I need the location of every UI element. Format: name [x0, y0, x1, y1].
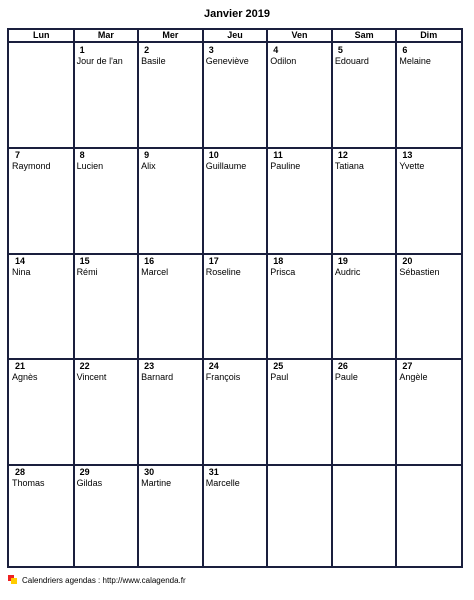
- day-cell: [396, 148, 461, 253]
- day-number: 19: [337, 255, 348, 266]
- day-number: 13: [402, 150, 413, 161]
- day-cell: [138, 359, 203, 464]
- day-cell: [138, 254, 203, 359]
- day-number: 15: [79, 255, 90, 266]
- day-cell: [9, 254, 74, 359]
- saint-name: Raymond: [12, 161, 51, 172]
- day-number: 25: [273, 361, 284, 372]
- weekday-header-mar: Mar: [97, 30, 114, 40]
- day-number: 28: [15, 466, 26, 477]
- weekday-header-jeu: Jeu: [227, 30, 243, 40]
- day-cell: [396, 43, 461, 148]
- day-number: 5: [337, 45, 343, 55]
- day-cell: [74, 254, 139, 359]
- saint-name: Edouard: [334, 56, 369, 66]
- day-number: 8: [79, 150, 85, 161]
- weekday-header-sam: Sam: [354, 30, 374, 40]
- saint-name: Sébastien: [399, 266, 440, 277]
- saint-name: Audric: [334, 266, 361, 277]
- saint-name: Jour de l'an: [76, 56, 123, 66]
- saint-name: Paule: [334, 372, 358, 383]
- day-number: 23: [144, 361, 155, 372]
- saint-name: Basile: [141, 56, 166, 66]
- day-cell: [203, 43, 268, 148]
- day-cell: [9, 148, 74, 253]
- saint-name: Prisca: [270, 266, 296, 277]
- saint-name: Pauline: [270, 161, 301, 172]
- day-cell: [9, 359, 74, 464]
- saint-name: Gildas: [76, 477, 103, 488]
- saint-name: Geneviève: [205, 56, 249, 66]
- weekday-header-ven: Ven: [291, 30, 308, 40]
- day-cell: [203, 359, 268, 464]
- day-cell: [203, 254, 268, 359]
- day-number: 11: [273, 150, 283, 161]
- day-number: 20: [402, 255, 413, 266]
- saint-name: Rémi: [76, 266, 98, 277]
- day-cell: [74, 148, 139, 253]
- saint-name: Barnard: [141, 372, 174, 383]
- saint-name: Yvette: [399, 161, 425, 172]
- day-cell: [203, 465, 268, 570]
- calendar-title: Janvier 2019: [203, 8, 271, 20]
- day-number: 21: [15, 361, 26, 372]
- day-number: 9: [144, 150, 150, 161]
- day-number: 27: [402, 361, 413, 372]
- day-cell: [332, 148, 397, 253]
- day-cell: [203, 148, 268, 253]
- saint-name: Nina: [12, 266, 31, 277]
- day-number: 22: [79, 361, 90, 372]
- footer-text: Calendriers agendas : http://www.calagenda.fr: [22, 575, 186, 585]
- day-number: 10: [208, 150, 219, 161]
- day-cell: [267, 254, 332, 359]
- day-number: 2: [144, 45, 150, 55]
- saint-name: Marcel: [141, 266, 169, 277]
- day-cell: [396, 254, 461, 359]
- saint-name: Guillaume: [205, 161, 247, 172]
- day-cell: [138, 148, 203, 253]
- saint-name: Martine: [141, 477, 172, 488]
- day-cell: [267, 359, 332, 464]
- weekday-header-dim: Dim: [420, 30, 438, 40]
- weekday-header-row: [9, 30, 461, 43]
- saint-name: Marcelle: [205, 477, 240, 488]
- day-number: 29: [79, 466, 90, 477]
- day-number: 4: [273, 45, 279, 55]
- day-number: 16: [144, 255, 155, 266]
- saint-name: Odilon: [270, 56, 297, 66]
- day-cell: [332, 43, 397, 148]
- day-number: 26: [337, 361, 348, 372]
- saint-name: Paul: [270, 372, 289, 383]
- day-cell: [74, 43, 139, 148]
- empty-day-cell: [332, 465, 397, 570]
- footer: [8, 575, 186, 585]
- day-number: 14: [15, 255, 26, 266]
- saint-name: Agnès: [12, 372, 38, 383]
- day-cell: [74, 359, 139, 464]
- day-cell: [9, 465, 74, 570]
- day-number: 1: [79, 45, 85, 55]
- saint-name: Lucien: [76, 161, 104, 172]
- saint-name: Vincent: [76, 372, 107, 383]
- day-number: 30: [144, 466, 155, 477]
- weekday-header-lun: Lun: [33, 30, 50, 40]
- day-number: 3: [208, 45, 214, 55]
- day-number: 17: [208, 255, 219, 266]
- day-number: 7: [15, 150, 21, 161]
- empty-day-cell: [396, 465, 461, 570]
- saint-name: Thomas: [12, 477, 45, 488]
- calendar-grid: [7, 28, 463, 568]
- day-number: 12: [337, 150, 348, 161]
- saint-name: Roseline: [205, 266, 241, 277]
- day-cell: [138, 43, 203, 148]
- saint-name: Alix: [141, 161, 156, 172]
- day-number: 24: [208, 361, 219, 372]
- day-number: 18: [273, 255, 284, 266]
- calagenda-logo-icon: [8, 575, 18, 585]
- day-number: 31: [208, 466, 219, 477]
- day-cell: [74, 465, 139, 570]
- weekday-header-mer: Mer: [162, 30, 179, 40]
- empty-day-cell: [267, 465, 332, 570]
- day-cell: [267, 148, 332, 253]
- empty-day-cell: [9, 43, 74, 148]
- saint-name: Angèle: [399, 372, 428, 383]
- saint-name: Tatiana: [334, 161, 364, 172]
- day-cell: [332, 359, 397, 464]
- day-cell: [396, 359, 461, 464]
- day-cell: [138, 465, 203, 570]
- day-cell: [332, 254, 397, 359]
- saint-name: Melaine: [399, 56, 431, 66]
- day-number: 6: [402, 45, 408, 55]
- day-cell: [267, 43, 332, 148]
- saint-name: François: [205, 372, 241, 383]
